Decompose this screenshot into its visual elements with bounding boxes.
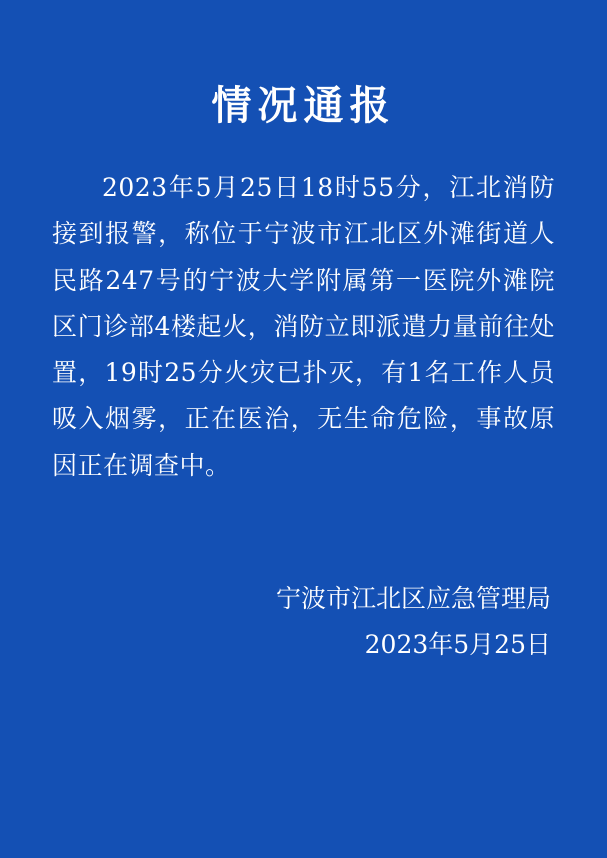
signature-block (52, 576, 555, 669)
layout-spacer (52, 489, 555, 576)
notice-body (52, 165, 555, 489)
signature-date: 2023年5月25日 (364, 629, 551, 659)
notice-paragraph: 2023年5月25日18时55分，江北消防接到报警，称位于宁波市江北区外滩街道人民路247号的宁波大学附属第一医院外滩院区门诊部4楼起火，消防立即派遣力量前往处置，19时25分火灾已扑灭，有1名工作人员吸入烟雾，正在医治，无生命危险，事故原因正在调查中。 (52, 173, 555, 480)
signature-issuer: 宁波市江北区应急管理局 (275, 583, 551, 613)
page-title: 情况通报 (211, 82, 396, 129)
